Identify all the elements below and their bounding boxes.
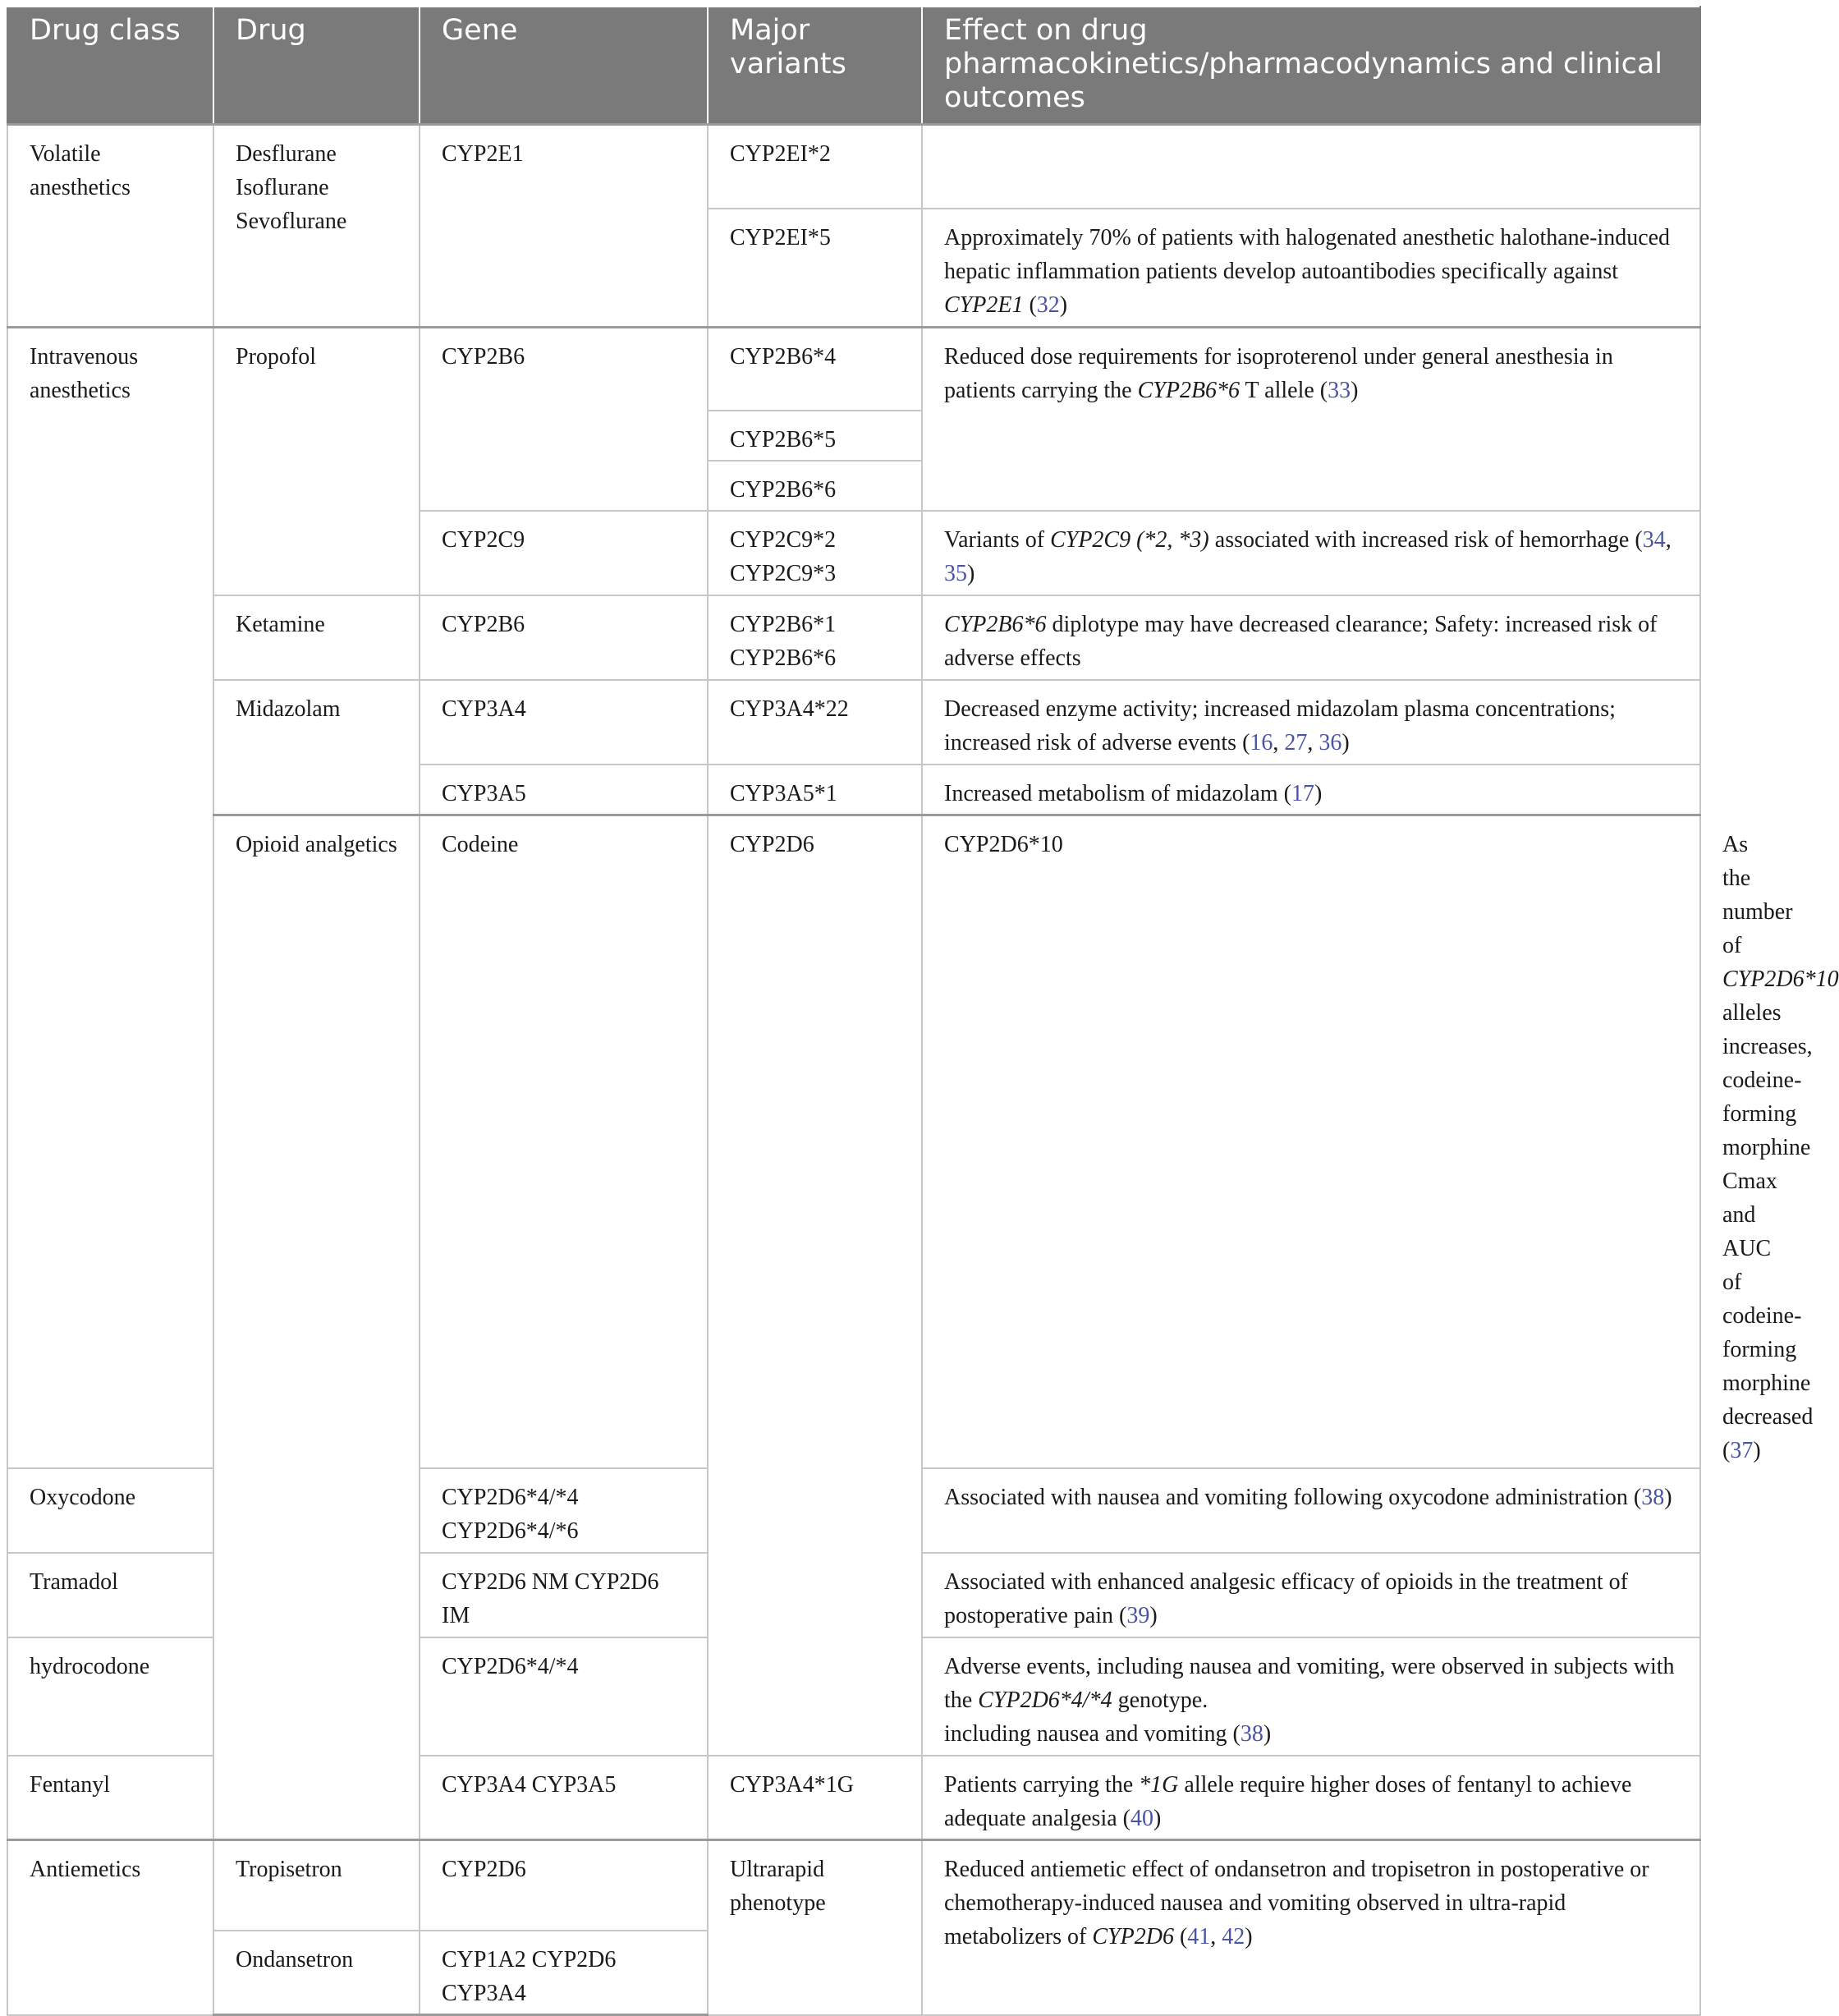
drug-class-cell: Opioid analgetics	[213, 815, 420, 1840]
effect-cell: Increased metabolism of midazolam (17)	[922, 765, 1700, 815]
drug-cell: Ketamine	[213, 595, 420, 680]
header-drug-class: Drug class	[7, 7, 213, 124]
variant-cell: CYP2EI*5	[708, 209, 922, 327]
effect-cell: CYP2B6*6 diplotype may have decreased clearance; Safety: increased risk of adverse effects	[922, 595, 1700, 680]
citation-link[interactable]: 16	[1250, 730, 1273, 755]
citation-link[interactable]: 37	[1730, 1437, 1754, 1463]
effect-cell: Decreased enzyme activity; increased midazolam plasma concentrations; increased risk of adverse events (16, 27, 36)	[922, 680, 1700, 765]
effect-cell: Reduced dose requirements for isoproterenol under general anesthesia in patients carrying the CYP2B6*6 T allele (33)	[922, 327, 1700, 511]
citation-link[interactable]: 33	[1328, 377, 1351, 403]
drug-cell: Ondansetron	[213, 1931, 420, 2015]
drug-cell: Desflurane Isoflurane Sevoflurane	[213, 124, 420, 327]
citation-link[interactable]: 42	[1222, 1924, 1245, 1949]
variant-cell: CYP2D6*4/*4	[420, 1637, 708, 1756]
variant-cell: CYP2B6*6	[708, 461, 922, 511]
pharmacogenomics-table	[7, 6, 1839, 2016]
variant-cell: CYP3A4*1G	[708, 1756, 922, 1840]
gene-cell: CYP2B6	[420, 595, 708, 680]
gene-cell: CYP2C9	[420, 511, 708, 595]
table-row	[7, 124, 1700, 209]
variant-cell: CYP2B6*1 CYP2B6*6	[708, 595, 922, 680]
drug-class-cell: Volatile anesthetics	[7, 124, 213, 327]
table-row	[7, 327, 1700, 411]
variant-cell: CYP3A4*22	[708, 680, 922, 765]
variant-cell: CYP2EI*2	[708, 124, 922, 209]
gene-cell: CYP2D6	[708, 815, 922, 1756]
drug-cell: Midazolam	[213, 680, 420, 815]
gene-cell: CYP3A4 CYP3A5	[420, 1756, 708, 1840]
gene-cell: CYP1A2 CYP2D6 CYP3A4	[420, 1931, 708, 2015]
header-drug: Drug	[213, 7, 420, 124]
variant-cell: CYP2B6*4	[708, 327, 922, 411]
citation-link[interactable]: 35	[944, 561, 967, 586]
citation-link[interactable]: 34	[1642, 527, 1666, 553]
drug-class-cell: Antiemetics	[7, 1840, 213, 2015]
effect-cell: Associated with nausea and vomiting following oxycodone administration (38)	[922, 1468, 1700, 1553]
drug-cell: Fentanyl	[7, 1756, 213, 1840]
header-row	[7, 7, 1700, 124]
variant-cell: CYP2C9*2 CYP2C9*3	[708, 511, 922, 595]
gene-cell: CYP2B6	[420, 327, 708, 511]
drug-cell: hydrocodone	[7, 1637, 213, 1756]
drug-cell: Oxycodone	[7, 1468, 213, 1553]
drug-cell: Propofol	[213, 327, 420, 595]
effect-cell: Associated with enhanced analgesic efficacy of opioids in the treatment of postoperative pain (39)	[922, 1553, 1700, 1637]
drug-cell: Tropisetron	[213, 1840, 420, 1931]
effect-cell: Adverse events, including nausea and vomiting, were observed in subjects with the CYP2D6*4/*4 genotype. including nausea and vomiting (38)	[922, 1637, 1700, 1756]
header-major-variants: Major variants	[708, 7, 922, 124]
citation-link[interactable]: 40	[1130, 1805, 1153, 1831]
effect-cell	[922, 124, 1700, 209]
header-effect: Effect on drug pharmacokinetics/pharmacodynamics and clinical outcomes	[922, 7, 1700, 124]
header-gene: Gene	[420, 7, 708, 124]
table-row	[7, 680, 1700, 765]
citation-link[interactable]: 41	[1187, 1924, 1211, 1949]
citation-link[interactable]: 38	[1240, 1720, 1263, 1747]
variant-cell: CYP2D6*10	[922, 815, 1700, 1468]
drug-cell: Codeine	[420, 815, 708, 1468]
gene-cell: CYP3A5	[420, 765, 708, 815]
citation-link[interactable]: 32	[1036, 292, 1060, 318]
gene-cell: CYP2D6	[420, 1840, 708, 1931]
table-row	[7, 595, 1700, 680]
drug-cell: Tramadol	[7, 1553, 213, 1637]
table-row: Opioid analgetics Codeine CYP2D6 CYP2D6*10 As the number of CYP2D6*10 alleles increases, codeine-forming morphine Cmax and AUC of codeine-forming morphine decreased (37)	[7, 815, 1700, 1468]
citation-link[interactable]: 27	[1284, 730, 1308, 755]
variant-cell: Ultrarapid phenotype	[708, 1840, 922, 2015]
effect-cell: Variants of CYP2C9 (*2, *3) associated with increased risk of hemorrhage (34, 35)	[922, 511, 1700, 595]
gene-cell: CYP2E1	[420, 124, 708, 327]
gene-cell: CYP3A4	[420, 680, 708, 765]
variant-cell: CYP2D6 NM CYP2D6 IM	[420, 1553, 708, 1637]
citation-link[interactable]: 36	[1318, 730, 1342, 755]
effect-cell: Patients carrying the *1G allele require higher doses of fentanyl to achieve adequate analgesia (40)	[922, 1756, 1700, 1840]
effect-cell: Approximately 70% of patients with halogenated anesthetic halothane-induced hepatic inflammation patients develop autoantibodies specifically against CYP2E1 (32)	[922, 209, 1700, 327]
effect-cell: Reduced antiemetic effect of ondansetron and tropisetron in postoperative or chemotherapy-induced nausea and vomiting observed in ultra-rapid metabolizers of CYP2D6 (41, 42)	[922, 1840, 1700, 2015]
variant-cell: CYP2D6*4/*4 CYP2D6*4/*6	[420, 1468, 708, 1553]
table-row	[7, 1840, 1700, 1931]
citation-link[interactable]: 39	[1126, 1602, 1150, 1628]
citation-link[interactable]: 17	[1291, 781, 1314, 806]
variant-cell: CYP3A5*1	[708, 765, 922, 815]
drug-class-cell: Intravenous anesthetics	[7, 327, 213, 1468]
variant-cell: CYP2B6*5	[708, 411, 922, 461]
citation-link[interactable]: 38	[1641, 1484, 1665, 1510]
